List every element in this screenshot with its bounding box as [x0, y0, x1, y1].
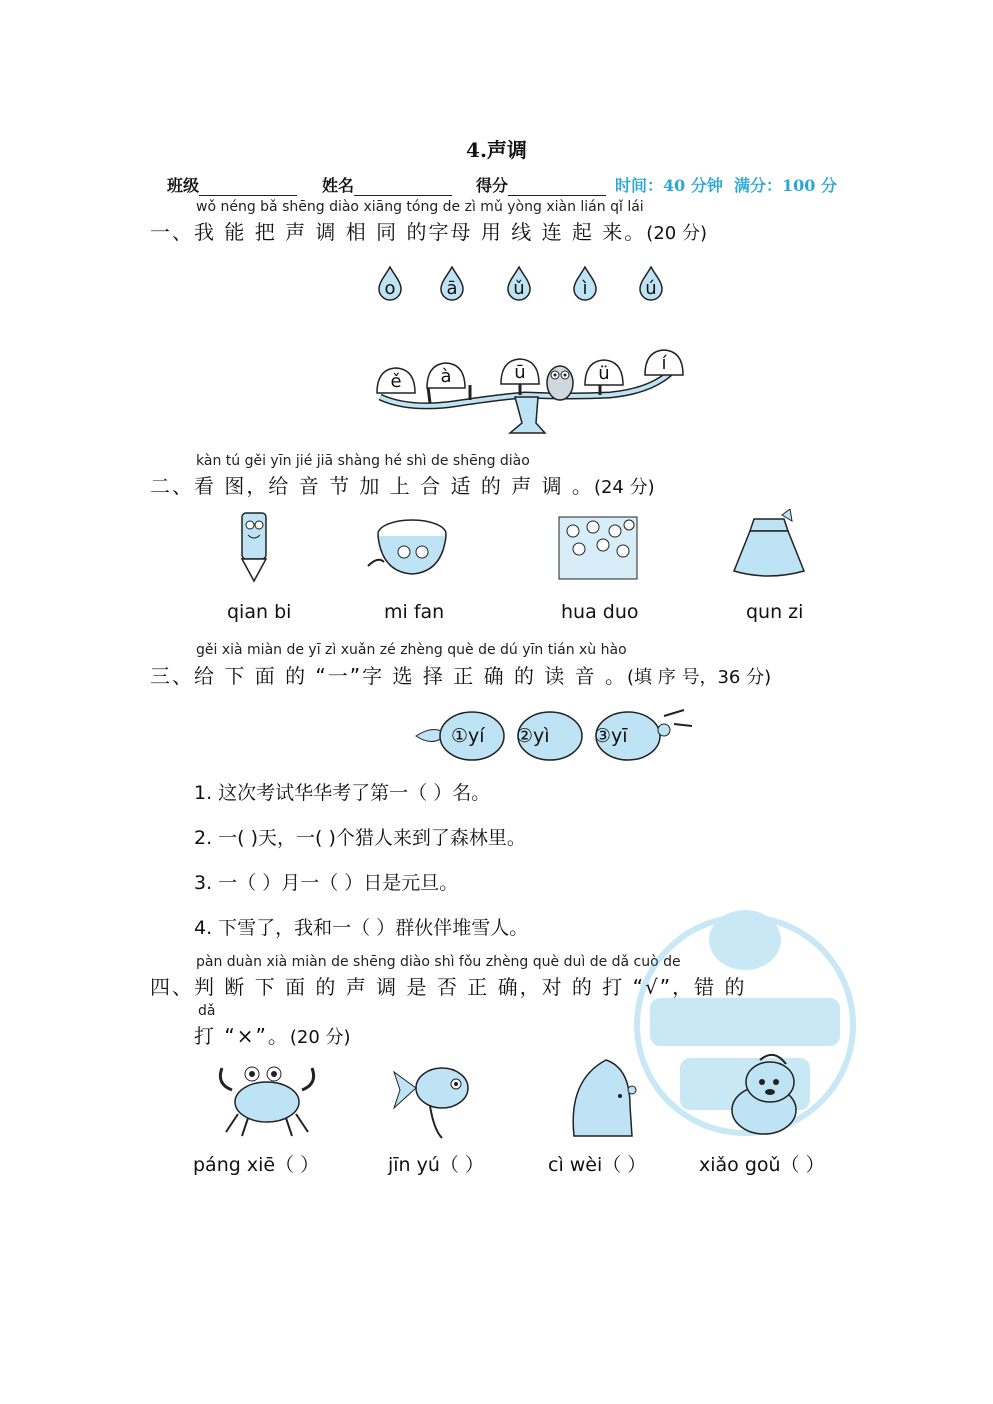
class-blank[interactable] — [199, 177, 297, 196]
leaf-vowel[interactable]: ě — [375, 365, 417, 399]
name-blank[interactable] — [354, 177, 452, 196]
rice-bowl-icon — [364, 512, 460, 582]
s3-text: 三、给 下 面 的 “一”字 选 择 正 确 的 读 音 。 — [150, 664, 628, 688]
puppy-icon — [716, 1050, 816, 1140]
s4-pinyin: pàn duàn xià miàn de shēng diào shì fǒu zhèng què duì de dǎ cuò de — [196, 954, 681, 970]
pencil-icon — [232, 503, 278, 583]
score-blank[interactable] — [508, 177, 606, 196]
s1-score: (20 分) — [646, 223, 707, 244]
score-label: 得分 — [476, 176, 509, 195]
skirt-icon — [728, 509, 810, 581]
option-pill: ③yī — [594, 725, 628, 747]
s4-item[interactable]: xiǎo goǔ（ ） — [699, 1154, 825, 1176]
s2-item: qian bi — [227, 601, 292, 623]
option-pill: ①yí — [451, 725, 485, 747]
s3-heading — [150, 660, 771, 689]
s2-item: qun zi — [746, 601, 804, 623]
drop-vowel[interactable]: ì — [572, 266, 598, 302]
question-2[interactable]: 2. 一( )天，一( )个猎人来到了森林里。 — [194, 827, 526, 849]
s1-text: 一、我 能 把 声 调 相 同 的字母 用 线 连 起 来。 — [150, 220, 647, 244]
question-3[interactable]: 3. 一（ ）月一（ ）日是元旦。 — [194, 872, 459, 894]
question-4[interactable]: 4. 下雪了，我和一（ ）群伙伴堆雪人。 — [194, 917, 529, 939]
s4-pinyin-2: dǎ — [198, 1003, 216, 1019]
goldfish-icon — [390, 1050, 476, 1140]
crab-icon — [214, 1054, 320, 1138]
s2-item: mi fan — [384, 601, 445, 623]
s2-pinyin: kàn tú gěi yīn jié jiā shàng hé shì de shēng diào — [196, 453, 530, 469]
leaf-vowel[interactable]: à — [425, 360, 467, 394]
page-title: 4.声调 — [466, 138, 527, 162]
s4-heading-2 — [194, 1020, 351, 1049]
drop-vowel[interactable]: ǔ — [506, 266, 532, 302]
s1-heading — [150, 216, 707, 245]
class-field[interactable] — [167, 173, 297, 196]
s2-item: hua duo — [561, 601, 639, 623]
owl-icon — [547, 366, 573, 400]
leaf-vowel[interactable]: ū — [499, 356, 541, 390]
s4-text-2: 打 “×”。 — [194, 1024, 290, 1048]
name-label: 姓名 — [322, 176, 355, 195]
dragonfly-icon — [658, 724, 670, 736]
option-pill: ②yì — [516, 725, 550, 747]
full-score: 满分：100 分 — [734, 176, 837, 195]
s2-score: (24 分) — [593, 477, 655, 498]
hedgehog-icon — [566, 1050, 642, 1138]
s4-item[interactable]: jīn yú（ ） — [388, 1154, 484, 1176]
s2-text: 二、看 图，给 音 节 加 上 合 适 的 声 调 。 — [150, 474, 594, 498]
leaf-vowel[interactable]: í — [643, 347, 685, 381]
s4-score: (20 分) — [289, 1027, 351, 1048]
question-1[interactable]: 1. 这次考试华华考了第一（ ）名。 — [194, 782, 491, 804]
class-label: 班级 — [167, 176, 200, 195]
score-field[interactable] — [476, 173, 606, 196]
s4-item[interactable]: cì wèi（ ） — [548, 1154, 647, 1176]
drop-vowel[interactable]: ú — [638, 266, 664, 302]
drop-vowel[interactable]: ā — [439, 266, 465, 302]
s4-heading: 四、判 断 下 面 的 声 调 是 否 正 确，对 的 打 “√”，错 的 — [150, 975, 747, 999]
s3-score: (填 序 号，36 分) — [627, 667, 772, 688]
name-field[interactable] — [322, 173, 452, 196]
s3-pinyin: gěi xià miàn de yī zì xuǎn zé zhèng què de dú yīn tián xù hào — [196, 642, 627, 658]
s4-item[interactable]: páng xiē（ ） — [193, 1154, 320, 1176]
leaf-vowel[interactable]: ü — [583, 357, 625, 391]
s1-pinyin: wǒ néng bǎ shēng diào xiāng tóng de zì mǔ yòng xiàn lián qǐ lái — [196, 199, 644, 215]
s2-heading — [150, 470, 655, 499]
flowers-icon — [557, 513, 639, 581]
time-limit: 时间：40 分钟 — [615, 176, 723, 195]
drop-vowel[interactable]: o — [377, 266, 403, 302]
